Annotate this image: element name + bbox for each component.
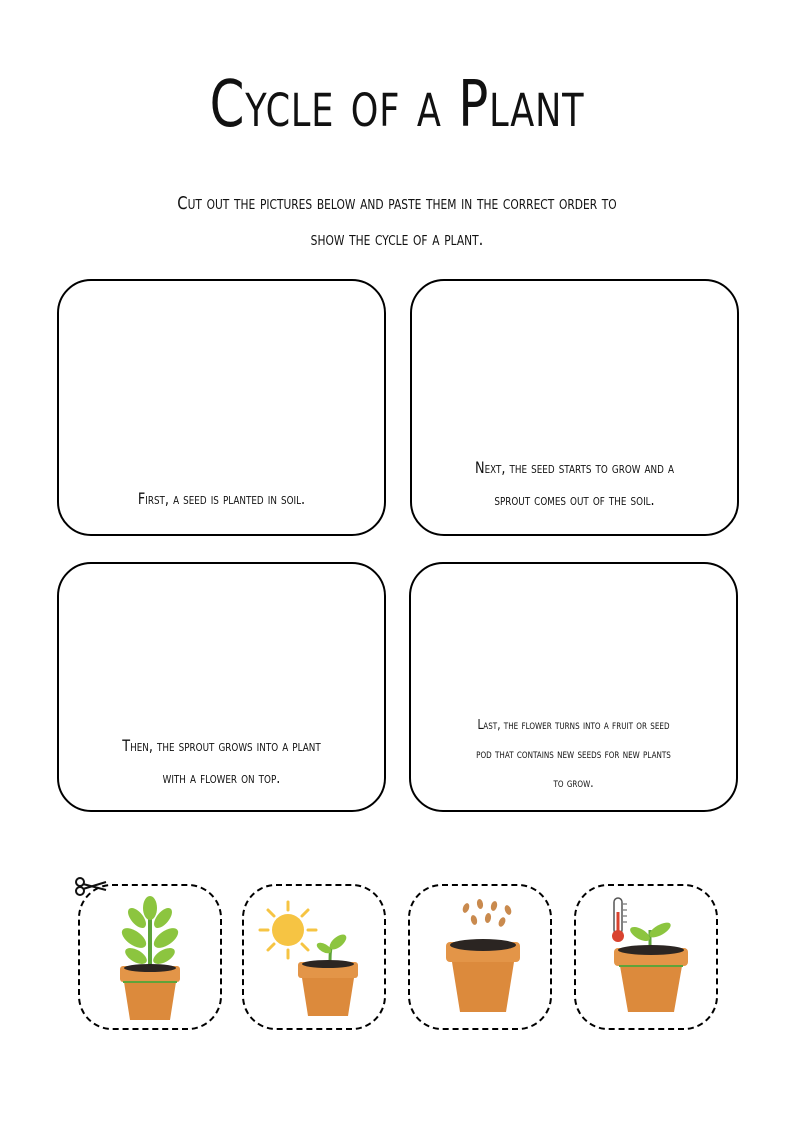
box-caption — [103, 730, 341, 794]
paste-box-1[interactable] — [57, 279, 386, 536]
instructions — [170, 186, 624, 258]
caption-line: sprout comes out of the soil. — [494, 490, 655, 509]
instructions-line-2: show the cycle of a plant. — [310, 229, 484, 250]
caption-line: Then, the sprout grows into a plant — [122, 736, 321, 755]
cutout-card-thermometer-sprout[interactable] — [574, 884, 718, 1030]
cutout-card-potted-plant[interactable] — [78, 884, 222, 1030]
box-caption — [455, 711, 693, 798]
page-title: Cycle of a Plant — [209, 68, 585, 142]
caption-line: with a flower on top. — [162, 768, 281, 787]
scissors-icon — [74, 876, 108, 896]
seeds-pot-icon — [410, 886, 554, 1032]
thermometer-sprout-icon — [576, 886, 720, 1032]
cutout-card-seeds-pot[interactable] — [408, 884, 552, 1030]
box-caption — [456, 452, 694, 516]
paste-box-2[interactable] — [410, 279, 739, 536]
caption-line: Last, the flower turns into a fruit or seed — [477, 718, 670, 733]
sun-sprout-icon — [244, 886, 388, 1032]
caption-line: First, a seed is planted in soil. — [137, 489, 306, 508]
potted-plant-icon — [80, 886, 224, 1032]
caption-line: to grow. — [553, 776, 594, 791]
caption-line: Next, the seed starts to grow and a — [475, 458, 674, 477]
instructions-line-1: Cut out the pictures below and paste them in the correct order to — [177, 193, 617, 214]
cutout-card-sun-sprout[interactable] — [242, 884, 386, 1030]
paste-box-4[interactable] — [409, 562, 738, 812]
caption-line: pod that contains new seeds for new plants — [476, 747, 671, 762]
paste-box-3[interactable] — [57, 562, 386, 812]
box-caption — [103, 484, 341, 514]
